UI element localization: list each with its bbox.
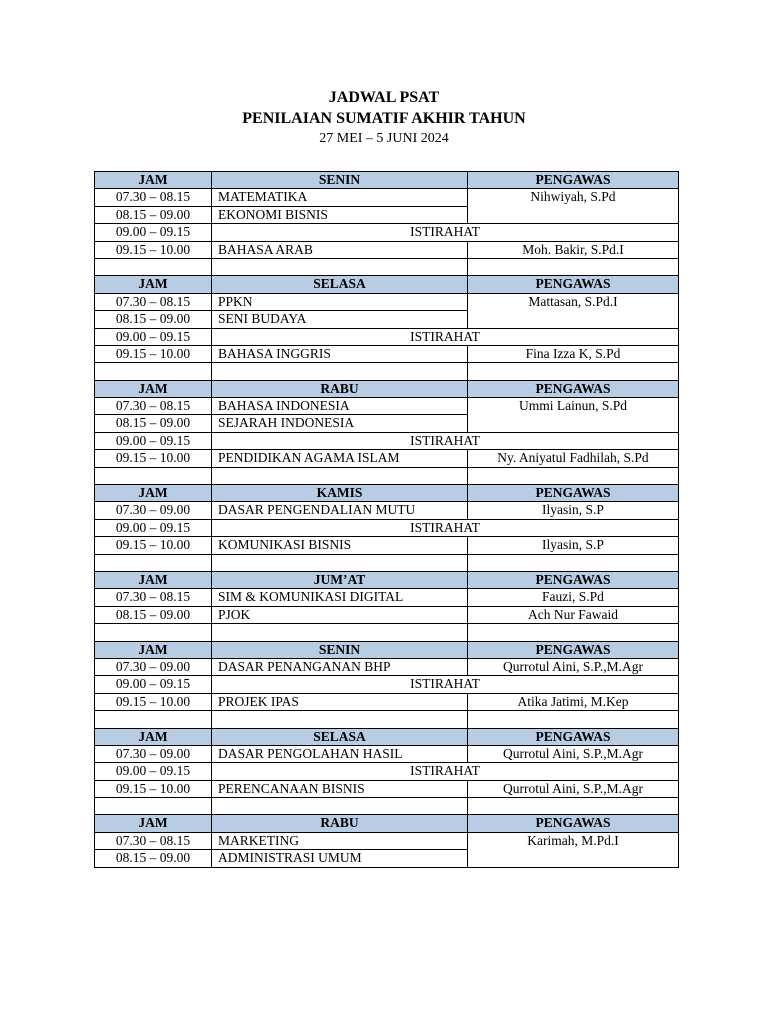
subject-cell: BAHASA ARAB [212,241,468,258]
column-header-time: JAM [95,172,212,189]
break-label: ISTIRAHAT [212,224,679,241]
subject-cell: BAHASA INGGRIS [212,345,468,362]
empty-cell [95,467,212,484]
subject-cell: SEJARAH INDONESIA [212,415,468,432]
proctor-cell: Fauzi, S.Pd [468,589,679,606]
empty-cell [95,798,212,815]
time-cell: 09.15 – 10.00 [95,241,212,258]
column-header-proctor: PENGAWAS [468,485,679,502]
time-cell: 09.15 – 10.00 [95,693,212,710]
subject-cell: KOMUNIKASI BISNIS [212,537,468,554]
day-name: JUM’AT [212,571,468,588]
table-row [95,241,679,258]
subject-cell: SENI BUDAYA [212,311,468,328]
proctor-cell: Qurrotul Aini, S.P.,M.Agr [468,658,679,675]
table-row [95,345,679,362]
break-row [95,328,679,345]
time-cell: 09.00 – 09.15 [95,763,212,780]
spacer-row [95,711,679,728]
subject-cell: MARKETING [212,832,468,849]
proctor-cell: Ilyasin, S.P [468,537,679,554]
subject-cell: PROJEK IPAS [212,693,468,710]
column-header-proctor: PENGAWAS [468,276,679,293]
column-header-time: JAM [95,815,212,832]
time-cell: 07.30 – 08.15 [95,832,212,849]
day-name: RABU [212,815,468,832]
table-row [95,537,679,554]
empty-cell [95,258,212,275]
day-name: SENIN [212,172,468,189]
time-cell: 09.15 – 10.00 [95,537,212,554]
empty-cell [95,363,212,380]
proctor-cell: Qurrotul Aini, S.P.,M.Agr [468,780,679,797]
proctor-cell: Moh. Bakir, S.Pd.I [468,241,679,258]
table-row [95,832,679,849]
column-header-time: JAM [95,276,212,293]
subject-cell: EKONOMI BISNIS [212,206,468,223]
subject-cell: ADMINISTRASI UMUM [212,850,468,867]
spacer-row [95,554,679,571]
empty-cell [212,467,468,484]
time-cell: 07.30 – 08.15 [95,398,212,415]
column-header-time: JAM [95,728,212,745]
break-row [95,432,679,449]
time-cell: 09.15 – 10.00 [95,450,212,467]
break-row [95,676,679,693]
day-header-row [95,485,679,502]
time-cell: 08.15 – 09.00 [95,850,212,867]
document-dates: 27 MEI – 5 JUNI 2024 [319,131,449,146]
time-cell: 07.30 – 08.15 [95,589,212,606]
subject-cell: BAHASA INDONESIA [212,398,468,415]
day-name: SELASA [212,276,468,293]
subject-cell: MATEMATIKA [212,189,468,206]
break-label: ISTIRAHAT [212,519,679,536]
subject-cell: PENDIDIKAN AGAMA ISLAM [212,450,468,467]
table-row [95,780,679,797]
day-header-row [95,276,679,293]
spacer-row [95,624,679,641]
time-cell: 08.15 – 09.00 [95,206,212,223]
day-header-row [95,172,679,189]
column-header-proctor: PENGAWAS [468,571,679,588]
day-header-row [95,641,679,658]
table-row [95,398,679,415]
day-header-row [95,571,679,588]
proctor-cell: Ny. Aniyatul Fadhilah, S.Pd [468,450,679,467]
time-cell: 07.30 – 08.15 [95,293,212,310]
proctor-cell: Atika Jatimi, M.Kep [468,693,679,710]
proctor-cell: Ummi Lainun, S.Pd [468,398,679,433]
table-row [95,293,679,310]
time-cell: 09.00 – 09.15 [95,328,212,345]
day-name: RABU [212,380,468,397]
subject-cell: SIM & KOMUNIKASI DIGITAL [212,589,468,606]
column-header-proctor: PENGAWAS [468,641,679,658]
break-row [95,519,679,536]
spacer-row [95,258,679,275]
empty-cell [95,624,212,641]
proctor-cell: Ach Nur Fawaid [468,606,679,623]
break-row [95,224,679,241]
table-row [95,589,679,606]
time-cell: 07.30 – 08.15 [95,189,212,206]
time-cell: 09.00 – 09.15 [95,519,212,536]
table-row [95,450,679,467]
empty-cell [95,554,212,571]
time-cell: 09.00 – 09.15 [95,224,212,241]
time-cell: 07.30 – 09.00 [95,745,212,762]
document-subtitle: PENILAIAN SUMATIF AKHIR TAHUN [242,110,526,127]
day-header-row [95,380,679,397]
document-header [0,88,768,148]
time-cell: 08.15 – 09.00 [95,606,212,623]
column-header-proctor: PENGAWAS [468,380,679,397]
spacer-row [95,798,679,815]
empty-cell [468,363,679,380]
time-cell: 09.15 – 10.00 [95,780,212,797]
proctor-cell: Ilyasin, S.P [468,502,679,519]
empty-cell [212,363,468,380]
proctor-cell: Qurrotul Aini, S.P.,M.Agr [468,745,679,762]
time-cell: 09.15 – 10.00 [95,345,212,362]
break-label: ISTIRAHAT [212,676,679,693]
table-row [95,189,679,206]
proctor-cell: Karimah, M.Pd.I [468,832,679,867]
day-name: SELASA [212,728,468,745]
empty-cell [212,711,468,728]
column-header-proctor: PENGAWAS [468,172,679,189]
break-row [95,763,679,780]
subject-cell: DASAR PENGENDALIAN MUTU [212,502,468,519]
day-name: KAMIS [212,485,468,502]
table-row [95,658,679,675]
subject-cell: DASAR PENGOLAHAN HASIL [212,745,468,762]
proctor-cell: Mattasan, S.Pd.I [468,293,679,328]
proctor-cell: Fina Izza K, S.Pd [468,345,679,362]
subject-cell: DASAR PENANGANAN BHP [212,658,468,675]
table-row [95,693,679,710]
day-name: SENIN [212,641,468,658]
empty-cell [212,258,468,275]
empty-cell [468,624,679,641]
break-label: ISTIRAHAT [212,763,679,780]
document-title: JADWAL PSAT [328,89,440,106]
empty-cell [468,258,679,275]
column-header-time: JAM [95,571,212,588]
column-header-time: JAM [95,485,212,502]
column-header-time: JAM [95,641,212,658]
subject-cell: PERENCANAAN BISNIS [212,780,468,797]
empty-cell [468,467,679,484]
empty-cell [468,711,679,728]
time-cell: 08.15 – 09.00 [95,311,212,328]
empty-cell [212,798,468,815]
break-label: ISTIRAHAT [212,328,679,345]
proctor-cell: Nihwiyah, S.Pd [468,189,679,224]
time-cell: 09.00 – 09.15 [95,432,212,449]
time-cell: 07.30 – 09.00 [95,658,212,675]
column-header-proctor: PENGAWAS [468,728,679,745]
empty-cell [95,711,212,728]
empty-cell [468,554,679,571]
spacer-row [95,363,679,380]
spacer-row [95,467,679,484]
break-label: ISTIRAHAT [212,432,679,449]
exam-schedule-table [94,171,679,868]
time-cell: 09.00 – 09.15 [95,676,212,693]
day-header-row [95,815,679,832]
column-header-proctor: PENGAWAS [468,815,679,832]
subject-cell: PJOK [212,606,468,623]
time-cell: 07.30 – 09.00 [95,502,212,519]
column-header-time: JAM [95,380,212,397]
day-header-row [95,728,679,745]
empty-cell [468,798,679,815]
empty-cell [212,624,468,641]
subject-cell: PPKN [212,293,468,310]
table-row [95,745,679,762]
time-cell: 08.15 – 09.00 [95,415,212,432]
table-row [95,502,679,519]
table-row [95,606,679,623]
empty-cell [212,554,468,571]
